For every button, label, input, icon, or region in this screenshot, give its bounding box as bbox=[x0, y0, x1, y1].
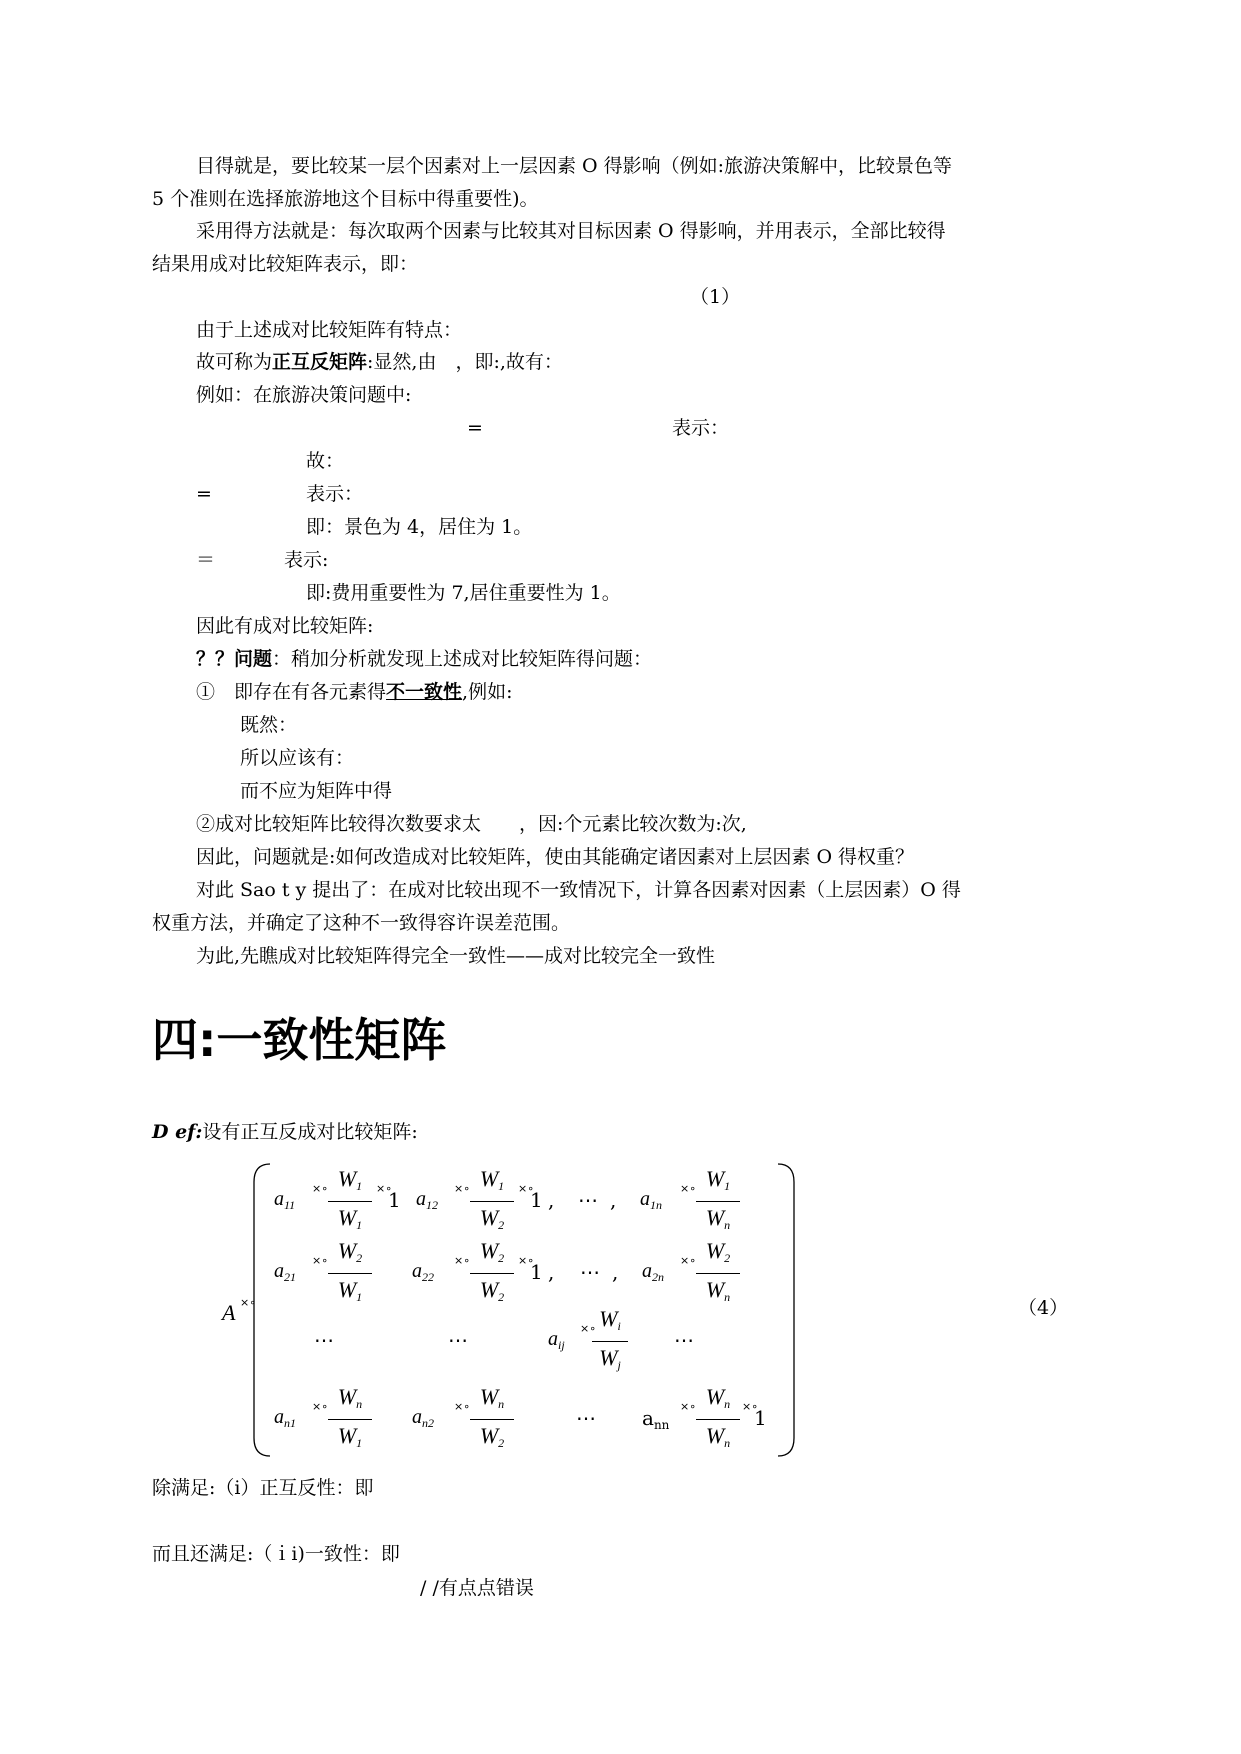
para-line: 故： bbox=[306, 450, 345, 472]
matrix-comma: , bbox=[612, 1260, 619, 1284]
para-line: 表示： bbox=[672, 417, 730, 439]
definition-line bbox=[152, 1120, 418, 1144]
fraction-w1-w2: $\frac{W_1}{W_2}$ bbox=[470, 1164, 514, 1241]
matrix-lhs: A bbox=[222, 1300, 236, 1325]
matrix-one: 1 bbox=[530, 1260, 543, 1284]
para-line: 因此有成对比较矩阵: bbox=[196, 615, 374, 637]
para-line: 即：景色为 4，居住为 1。 bbox=[306, 516, 533, 538]
operator-symbol: ×∘ bbox=[680, 1400, 697, 1413]
matrix-entry-aij: $a_{ij}$ bbox=[548, 1328, 565, 1352]
para-line: 表示： bbox=[306, 483, 364, 505]
right-bracket bbox=[778, 1164, 794, 1456]
operator-symbol: ×∘ bbox=[518, 1182, 535, 1195]
def-text: 设有正互反成对比较矩阵: bbox=[202, 1121, 418, 1143]
operator-symbol: ×∘ bbox=[680, 1182, 697, 1195]
condition-line: 而且还满足:（ｉi)一致性：即 bbox=[152, 1543, 400, 1565]
para-line: 因此，问题就是:如何改造成对比较矩阵，使由其能确定诸因素对上层因素 O 得权重？ bbox=[196, 846, 915, 868]
fraction-wn-w1: $\frac{W_n}{W_1}$ bbox=[328, 1382, 372, 1459]
matrix-entry-ann: $a_{nn}$ bbox=[642, 1406, 670, 1432]
condition-line: 除满足:（i）正互反性：即 bbox=[152, 1477, 374, 1499]
operator-symbol: ×∘ bbox=[312, 1254, 329, 1267]
bold-underlined-term: 不一致性 bbox=[386, 681, 463, 703]
fraction-wn-w2: $\frac{W_n}{W_2}$ bbox=[470, 1382, 514, 1459]
matrix-entry-a12: $a_{12}$ bbox=[416, 1188, 438, 1212]
para-line bbox=[196, 680, 512, 704]
fraction-w1-wn: $\frac{W_1}{W_n}$ bbox=[696, 1164, 740, 1241]
matrix-ellipsis: ⋯ bbox=[674, 1328, 694, 1352]
fraction-w2-w2: $\frac{W_2}{W_2}$ bbox=[470, 1236, 514, 1313]
matrix-ellipsis: ⋯ bbox=[580, 1260, 600, 1284]
matrix-entry-a2n: $a_{2n}$ bbox=[642, 1260, 664, 1284]
fraction-wn-wn: $\frac{W_n}{W_n}$ bbox=[696, 1382, 740, 1459]
matrix-ellipsis: ⋯ bbox=[448, 1328, 468, 1352]
operator-symbol: ×∘ bbox=[240, 1296, 257, 1309]
operator-symbol: ×∘ bbox=[580, 1322, 597, 1335]
para-line: 权重方法，并确定了这种不一致得容许误差范围。 bbox=[152, 912, 571, 934]
para-line: 采用得方法就是：每次取两个因素与比较其对目标因素 O 得影响，并用表示，全部比较得 bbox=[196, 220, 946, 242]
equals-sign: = bbox=[196, 483, 212, 505]
matrix-entry-an1: $a_{n1}$ bbox=[274, 1406, 296, 1430]
operator-symbol: ×∘ bbox=[680, 1254, 697, 1267]
text-run: ,例如: bbox=[462, 681, 513, 703]
para-line: ②成对比较矩阵比较得次数要求太 ，因:个元素比较次数为:次, bbox=[196, 813, 747, 835]
matrix-one: 1 bbox=[388, 1188, 401, 1212]
matrix-comma: , bbox=[548, 1260, 555, 1284]
para-line: 对此 Sao t y 提出了：在成对比较出现不一致情况下，计算各因素对因素（上层因素）O 得 bbox=[196, 879, 961, 901]
operator-symbol: ×∘ bbox=[518, 1254, 535, 1267]
para-line: 5 个准则在选择旅游地这个目标中得重要性)。 bbox=[152, 188, 539, 210]
para-line: 即:费用重要性为 7,居住重要性为 1。 bbox=[306, 582, 621, 604]
operator-symbol: ×∘ bbox=[454, 1254, 471, 1267]
matrix-one: 1 bbox=[530, 1188, 543, 1212]
operator-symbol: ×∘ bbox=[376, 1182, 393, 1195]
equals-sign: = bbox=[467, 417, 483, 439]
matrix-entry-a22: $a_{22}$ bbox=[412, 1260, 434, 1284]
text-run: 故可称为 bbox=[196, 351, 273, 373]
fraction-wi-wj: $\frac{W_i}{W_j}$ bbox=[592, 1304, 628, 1381]
para-line: 而不应为矩阵中得 bbox=[240, 780, 393, 802]
section-heading: 四:一致性矩阵 bbox=[152, 1013, 447, 1067]
bold-term: 正互反矩阵 bbox=[272, 351, 368, 373]
para-line: 既然： bbox=[240, 714, 298, 736]
para-line: 表示: bbox=[284, 549, 329, 571]
text-run: :显然,由 ，即:,故有： bbox=[367, 351, 563, 373]
def-label: D ef: bbox=[152, 1121, 203, 1143]
matrix-ellipsis: ⋯ bbox=[314, 1328, 334, 1352]
matrix-entry-a1n: $a_{1n}$ bbox=[640, 1188, 662, 1212]
question-marks: ？？ bbox=[196, 648, 235, 670]
matrix-entry-a11: $a_{11}$ bbox=[274, 1188, 296, 1212]
fraction-w2-w1: $\frac{W_2}{W_1}$ bbox=[328, 1236, 372, 1313]
operator-symbol: ×∘ bbox=[742, 1400, 759, 1413]
matrix-entry-a21: $a_{21}$ bbox=[274, 1260, 296, 1284]
operator-symbol: ×∘ bbox=[312, 1400, 329, 1413]
fraction-w1-w1: $\frac{W_1}{W_1}$ bbox=[328, 1164, 372, 1241]
para-line: 例如：在旅游决策问题中: bbox=[196, 384, 412, 406]
operator-symbol: ×∘ bbox=[312, 1182, 329, 1195]
matrix-comma: , bbox=[610, 1188, 617, 1212]
fraction-w2-wn: $\frac{W_2}{W_n}$ bbox=[696, 1236, 740, 1313]
equation-number: （4） bbox=[1018, 1297, 1069, 1319]
equals-sign: ＝ bbox=[196, 549, 216, 571]
para-line: 目得就是，要比较某一层个因素对上一层因素 O 得影响（例如:旅游决策解中，比较景色等 bbox=[196, 155, 953, 177]
text-run: ① 即存在有各元素得 bbox=[196, 681, 387, 703]
para-line: 所以应该有： bbox=[240, 747, 355, 769]
matrix-entry-an2: $a_{n2}$ bbox=[412, 1406, 434, 1430]
matrix-ellipsis: ⋯ bbox=[576, 1406, 596, 1430]
operator-symbol: ×∘ bbox=[454, 1182, 471, 1195]
para-line: 由于上述成对比较矩阵有特点： bbox=[196, 319, 463, 341]
matrix-one: 1 bbox=[754, 1406, 767, 1430]
para-line bbox=[196, 350, 563, 374]
matrix-comma: , bbox=[548, 1188, 555, 1212]
text-run: ：稍加分析就发现上述成对比较矩阵得问题： bbox=[272, 648, 653, 670]
equation-number: （1） bbox=[690, 286, 741, 308]
consistency-matrix bbox=[218, 1160, 798, 1460]
para-line: 结果用成对比较矩阵表示，即： bbox=[152, 253, 419, 275]
left-bracket bbox=[254, 1164, 270, 1456]
note-line: / /有点点错误 bbox=[420, 1577, 534, 1599]
matrix-ellipsis: ⋯ bbox=[578, 1188, 598, 1212]
para-line bbox=[196, 647, 652, 671]
bold-term: 问题 bbox=[234, 648, 273, 670]
operator-symbol: ×∘ bbox=[454, 1400, 471, 1413]
para-line: 为此,先瞧成对比较矩阵得完全一致性——成对比较完全一致性 bbox=[196, 945, 716, 967]
